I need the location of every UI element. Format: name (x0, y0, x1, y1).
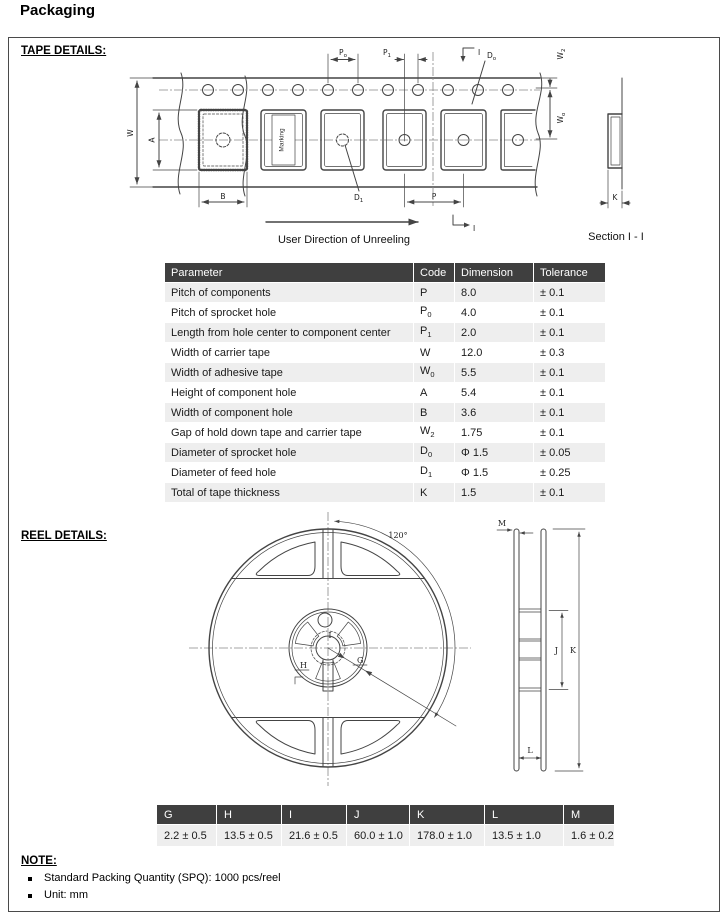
dim-label-d1: $D_1$ (354, 193, 364, 204)
cell-parameter: Pitch of sprocket hole (165, 303, 414, 323)
cell-tolerance: ± 0.1 (534, 383, 606, 403)
reel-value-cell: 2.2 ± 0.5 (157, 825, 217, 847)
reel-value-cell: 13.5 ± 0.5 (217, 825, 282, 847)
reel-col-header: I (282, 805, 347, 825)
reel-value-cell: 178.0 ± 1.0 (410, 825, 485, 847)
reel-col-header: L (485, 805, 564, 825)
cell-tolerance: ± 0.1 (534, 323, 606, 343)
bullet-icon (28, 894, 32, 898)
reel-details-heading: REEL DETAILS: (21, 530, 107, 542)
cell-parameter: Pitch of components (165, 283, 414, 303)
cell-parameter: Diameter of feed hole (165, 463, 414, 483)
cell-dimension: 3.6 (455, 403, 534, 423)
table-row (165, 423, 606, 443)
table-row (165, 323, 606, 343)
diagonal-arrow-icon (364, 669, 372, 677)
cell-dimension: 12.0 (455, 343, 534, 363)
bullet-icon (28, 877, 32, 881)
tape-details-heading: TAPE DETAILS: (21, 45, 107, 57)
hub-label-h: H (300, 661, 307, 670)
dim-label-j: J (554, 646, 558, 655)
cell-parameter: Total of tape thickness (165, 483, 414, 503)
section-view-label: Section I - I (588, 231, 644, 243)
reel-side-view (497, 519, 585, 771)
cell-code: $D_1$ (414, 463, 455, 483)
cell-tolerance: ± 0.1 (534, 423, 606, 443)
cell-dimension: 4.0 (455, 303, 534, 323)
table-row (165, 303, 606, 323)
cell-dimension: 1.75 (455, 423, 534, 443)
cell-code: $P_0$ (414, 303, 455, 323)
note-text: Unit: mm (44, 889, 88, 901)
reel-dimensions-table (156, 804, 615, 847)
col-header-tolerance: Tolerance (534, 263, 606, 283)
reel-col-header: H (217, 805, 282, 825)
col-header-parameter: Parameter (165, 263, 414, 283)
cell-tolerance: ± 0.25 (534, 463, 606, 483)
col-header-dimension: Dimension (455, 263, 534, 283)
dim-label-p1: $P_1$ (382, 48, 392, 59)
cell-dimension: 5.4 (455, 383, 534, 403)
cell-parameter: Diameter of sprocket hole (165, 443, 414, 463)
note-section (21, 855, 621, 906)
section-cut-markers (453, 48, 480, 233)
cell-tolerance: ± 0.1 (534, 403, 606, 423)
carrier-tape-outline (153, 52, 542, 206)
dim-label-w: W (126, 129, 135, 137)
cell-tolerance: ± 0.05 (534, 443, 606, 463)
table-row (165, 463, 606, 483)
cell-tolerance: ± 0.1 (534, 483, 606, 503)
table-row (165, 363, 606, 383)
cell-parameter: Width of carrier tape (165, 343, 414, 363)
diagonal-arrow-icon (338, 653, 346, 661)
section-i-i-profile (588, 78, 644, 243)
table-row (165, 343, 606, 363)
dim-label-l: L (527, 746, 533, 755)
reel-value-cell: 1.6 ± 0.2 (564, 825, 615, 847)
cell-parameter: Gap of hold down tape and carrier tape (165, 423, 414, 443)
hub-label-g: G (357, 656, 364, 665)
cell-code: $W_0$ (414, 363, 455, 383)
cell-dimension: Φ 1.5 (455, 463, 534, 483)
reel-front-view (189, 512, 471, 786)
reel-value-cell: 60.0 ± 1.0 (347, 825, 410, 847)
note-item (21, 872, 621, 884)
table-header-row (165, 263, 606, 283)
cell-code: P (414, 283, 455, 303)
section-arrow-top-icon (461, 56, 466, 62)
unreeling-label: User Direction of Unreeling (277, 234, 411, 246)
cell-dimension: 2.0 (455, 323, 534, 343)
cell-dimension: Φ 1.5 (455, 443, 534, 463)
component-pockets (199, 110, 535, 204)
cell-parameter: Height of component hole (165, 383, 414, 403)
dim-label-w2: $W_2$ (556, 48, 567, 60)
dim-label-b: B (220, 192, 226, 201)
reel-header-row (157, 805, 615, 825)
cell-dimension: 1.5 (455, 483, 534, 503)
dim-label-p: P (431, 192, 437, 201)
hub-label-i: I (328, 631, 332, 640)
reel-drawing (9, 508, 720, 808)
dim-label-m: M (497, 519, 507, 528)
tape-drawing (9, 38, 720, 253)
reel-values-row (157, 825, 615, 847)
section-marker-top-label: I (478, 48, 481, 57)
table-row (165, 283, 606, 303)
reel-col-header: G (157, 805, 217, 825)
cell-parameter: Width of adhesive tape (165, 363, 414, 383)
cell-code: W (414, 343, 455, 363)
marking-label: Marking (278, 128, 286, 152)
cell-code: K (414, 483, 455, 503)
section-arrow-bottom-icon (464, 223, 470, 228)
cell-code: $D_0$ (414, 443, 455, 463)
section-marker-bottom-label: I (473, 224, 476, 233)
cell-code: $P_1$ (414, 323, 455, 343)
dim-label-wo: $W_o$ (556, 112, 567, 124)
reel-value-cell: 13.5 ± 1.0 (485, 825, 564, 847)
cell-tolerance: ± 0.1 (534, 283, 606, 303)
note-item (21, 889, 621, 901)
dim-label-do: $D_o$ (487, 51, 497, 62)
dim-label-k-reel: K (570, 646, 576, 655)
note-list (21, 872, 621, 901)
note-text: Standard Packing Quantity (SPQ): 1000 pcs/reel (44, 872, 281, 884)
page-title: Packaging (20, 2, 96, 19)
cell-code: A (414, 383, 455, 403)
cell-parameter: Length from hole center to component center (165, 323, 414, 343)
cell-code: B (414, 403, 455, 423)
table-row (165, 483, 606, 503)
angle-label: 120° (388, 531, 408, 540)
reel-col-header: K (410, 805, 485, 825)
dim-label-a: A (147, 137, 157, 143)
table-row (165, 403, 606, 423)
cell-code: $W_2$ (414, 423, 455, 443)
table-row (165, 383, 606, 403)
cell-tolerance: ± 0.1 (534, 363, 606, 383)
tape-parameters-table (164, 262, 606, 503)
cell-dimension: 8.0 (455, 283, 534, 303)
pocket-d1 (321, 110, 364, 204)
unreeling-direction (266, 222, 418, 246)
reel-col-header: J (347, 805, 410, 825)
note-heading: NOTE: (21, 855, 57, 867)
dim-label-po: $P_o$ (339, 48, 347, 59)
content-frame (8, 37, 720, 912)
reel-value-cell: 21.6 ± 0.5 (282, 825, 347, 847)
cell-tolerance: ± 0.1 (534, 303, 606, 323)
cell-parameter: Width of component hole (165, 403, 414, 423)
cell-tolerance: ± 0.3 (534, 343, 606, 363)
reel-col-header: M (564, 805, 615, 825)
cell-dimension: 5.5 (455, 363, 534, 383)
col-header-code: Code (414, 263, 455, 283)
table-row (165, 443, 606, 463)
dim-label-k: K (612, 193, 618, 202)
